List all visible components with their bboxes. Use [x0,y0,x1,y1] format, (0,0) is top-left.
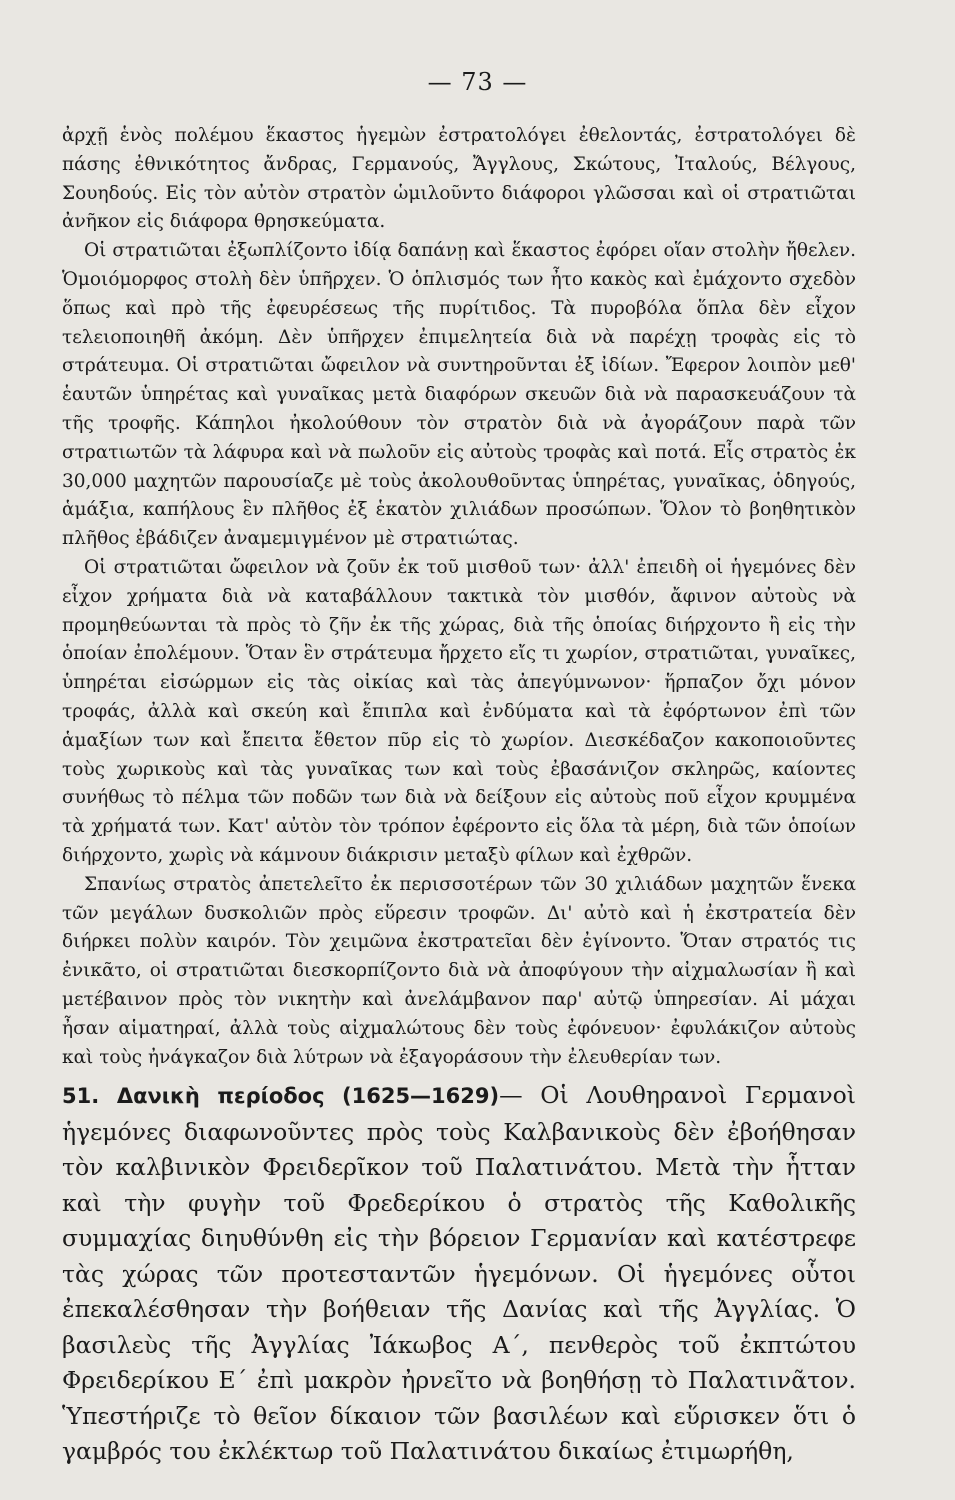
paragraph: Σπανίως στρατὸς ἀπετελεῖτο ἐκ περισσοτέρων τῶν 30 χιλιάδων μαχητῶν ἕνεκα τῶν μεγάλων δυσκολιῶν πρὸς εὕρεσιν τροφῶν. Δι' αὐτὸ καὶ ἡ ἐκστρατεία δὲν διήρκει πολὺν καιρόν. Τὸν χειμῶνα ἐκστρατεῖαι δὲν ἐγίνοντο. Ὅταν στρατός τις ἐνικᾶτο, οἱ στρατιῶται διεσκορπίζοντο διὰ νὰ ἀποφύγουν τὴν αἰχμαλωσίαν ἢ καὶ μετέβαινον πρὸς τὸν νικητὴν καὶ ἀνελάμβανον παρ' αὐτῷ ὑπηρεσίαν. Αἱ μάχαι ἦσαν αἱματηραί, ἀλλὰ τοὺς αἰχμαλώτους δὲν τοὺς ἐφόνευον· ἐφυλάκιζον αὐτοὺς καὶ τοὺς ἠνάγκαζον διὰ λύτρων νὰ ἐξαγοράσουν τὴν ἐλευθερίαν των. [62,873,856,1068]
section-paragraph [62,1078,856,1470]
paragraph: Οἱ στρατιῶται ὤφειλον νὰ ζοῦν ἐκ τοῦ μισθοῦ των· ἀλλ' ἐπειδὴ οἱ ἡγεμόνες δὲν εἶχον χρήματα διὰ νὰ καταβάλλουν τακτικὰ τὸν μισθόν, ἄφινον αὐτοὺς νὰ προμηθεύωνται τὰ πρὸς τὸ ζῆν ἐκ τῆς χώρας, διὰ τῆς ὁποίας διήρχοντο ἢ εἰς τὴν ὁποίαν ἐπολέμουν. Ὅταν ἓν στράτευμα ἤρχετο εἴς τι χωρίον, στρατιῶται, γυναῖκες, ὑπηρέται εἰσώρμων εἰς τὰς οἰκίας καὶ τὰς ἀπεγύμνωνον· ἥρπαζον ὄχι μόνον τροφάς, ἀλλὰ καὶ σκεύη καὶ ἔπιπλα καὶ ἐνδύματα καὶ τὰ ἐφόρτωνον ἐπὶ τῶν ἁμαξίων των καὶ ἔπειτα ἔθετον πῦρ εἰς τὸ χωρίον. Διεσκέδαζον κακοποιοῦντες τοὺς χωρικοὺς καὶ τὰς γυναῖκας των καὶ τοὺς ἐβασάνιζον σκληρῶς, καίοντες συνήθως τὸ πέλμα τῶν ποδῶν των διὰ νὰ δείξουν εἰς αὐτοὺς ποῦ εἶχον κρυμμένα τὰ χρήματά των. Κατ' αὐτὸν τὸν τρόπον ἐφέροντο εἰς ὅλα τὰ μέρη, διὰ τῶν ὁποίων διήρχοντο, χωρὶς νὰ κάμνουν διάκρισιν μεταξὺ φίλων καὶ ἐχθρῶν. [62,556,856,866]
page-body [62,122,856,1470]
page-number: — 73 — [427,68,528,96]
section-block [62,1078,856,1470]
section-body: Οἱ Λουθηρανοὶ Γερμανοὶ ἡγεμόνες διαφωνοῦντες πρὸς τοὺς Καλβανικοὺς δὲν ἐβοήθησαν τὸν καλβινικὸν Φρειδερῖκον τοῦ Παλατινάτου. Μετὰ τὴν ἧτταν καὶ τὴν φυγὴν τοῦ Φρεδερίκου ὁ στρατὸς τῆς Καθολικῆς συμμαχίας διηυθύνθη εἰς τὴν βόρειον Γερμανίαν καὶ κατέστρεφε τὰς χώρας τῶν προτεσταντῶν ἡγεμόνων. Οἱ ἡγεμόνες οὗτοι ἐπεκαλέσθησαν τὴν βοήθειαν τῆς Δανίας καὶ τῆς Ἀγγλίας. Ὁ βασιλεὺς τῆς Ἀγγλίας Ἰάκωβος Α΄, πενθερὸς τοῦ ἐκπτώτου Φρειδερίκου Ε΄ ἐπὶ μακρὸν ἠρνεῖτο νὰ βοηθήσῃ τὸ Παλατινᾶτον. Ὑπεστήριζε τὸ θεῖον δίκαιον τῶν βασιλέων καὶ εὕρισκεν ὅτι ὁ γαμβρός του ἐκλέκτωρ τοῦ Παλατινάτου δικαίως ἐτιμωρήθη, [62,1081,856,1466]
section-title: Δανικὴ περίοδος (1625—1629) [116,1084,500,1109]
small-type-block [62,122,856,1072]
paragraph: ἀρχῇ ἑνὸς πολέμου ἕκαστος ἡγεμὼν ἐστρατολόγει ἐθελοντάς, ἐστρατολόγει δὲ πάσης ἐθνικότητος ἄνδρας, Γερμανούς, Ἄγγλους, Σκώτους, Ἰταλούς, Βέλγους, Σουηδούς. Εἰς τὸν αὐτὸν στρατὸν ὡμιλοῦντο διάφοροι γλῶσσαι καὶ οἱ στρατιῶται ἀνῆκον εἰς διάφορα θρησκεύματα. [62,125,856,233]
section-number: 51. [62,1084,100,1109]
section-dash: — [499,1081,523,1110]
paragraph: Οἱ στρατιῶται ἐξωπλίζοντο ἰδίᾳ δαπάνῃ καὶ ἕκαστος ἐφόρει οἵαν στολὴν ἤθελεν. Ὁμοιόμορφος στολὴ δὲν ὑπῆρχεν. Ὁ ὁπλισμός των ἦτο κακὸς καὶ ἐμάχοντο σχεδὸν ὅπως καὶ πρὸ τῆς ἐφευρέσεως τῆς πυρίτιδος. Τὰ πυροβόλα ὅπλα δὲν εἶχον τελειοποιηθῆ ἀκόμη. Δὲν ὑπῆρχεν ἐπιμελητεία διὰ νὰ παρέχῃ τροφὰς εἰς τὸ στράτευμα. Οἱ στρατιῶται ὤφειλον νὰ συντηροῦνται ἐξ ἰδίων. Ἔφερον λοιπὸν μεθ' ἑαυτῶν ὑπηρέτας καὶ γυναῖκας μετὰ διαφόρων σκευῶν διὰ νὰ παρασκευάζουν τὰ τῆς τροφῆς. Κάπηλοι ἠκολούθουν τὸν στρατὸν διὰ νὰ ἀγοράζουν παρὰ τῶν στρατιωτῶν τὰ λάφυρα καὶ νὰ πωλοῦν εἰς αὐτοὺς τροφὰς καὶ ποτά. Εἷς στρατὸς ἐκ 30,000 μαχητῶν παρουσίαζε μὲ τοὺς ἀκολουθοῦντας ὑπηρέτας, γυναῖκας, ὁδηγούς, ἁμάξια, καπήλους ἓν πλῆθος ἐξ ἑκατὸν χιλιάδων προσώπων. Ὅλον τὸ βοηθητικὸν πλῆθος ἐβάδιζεν ἀναμεμιγμένον μὲ στρατιώτας. [62,240,856,550]
